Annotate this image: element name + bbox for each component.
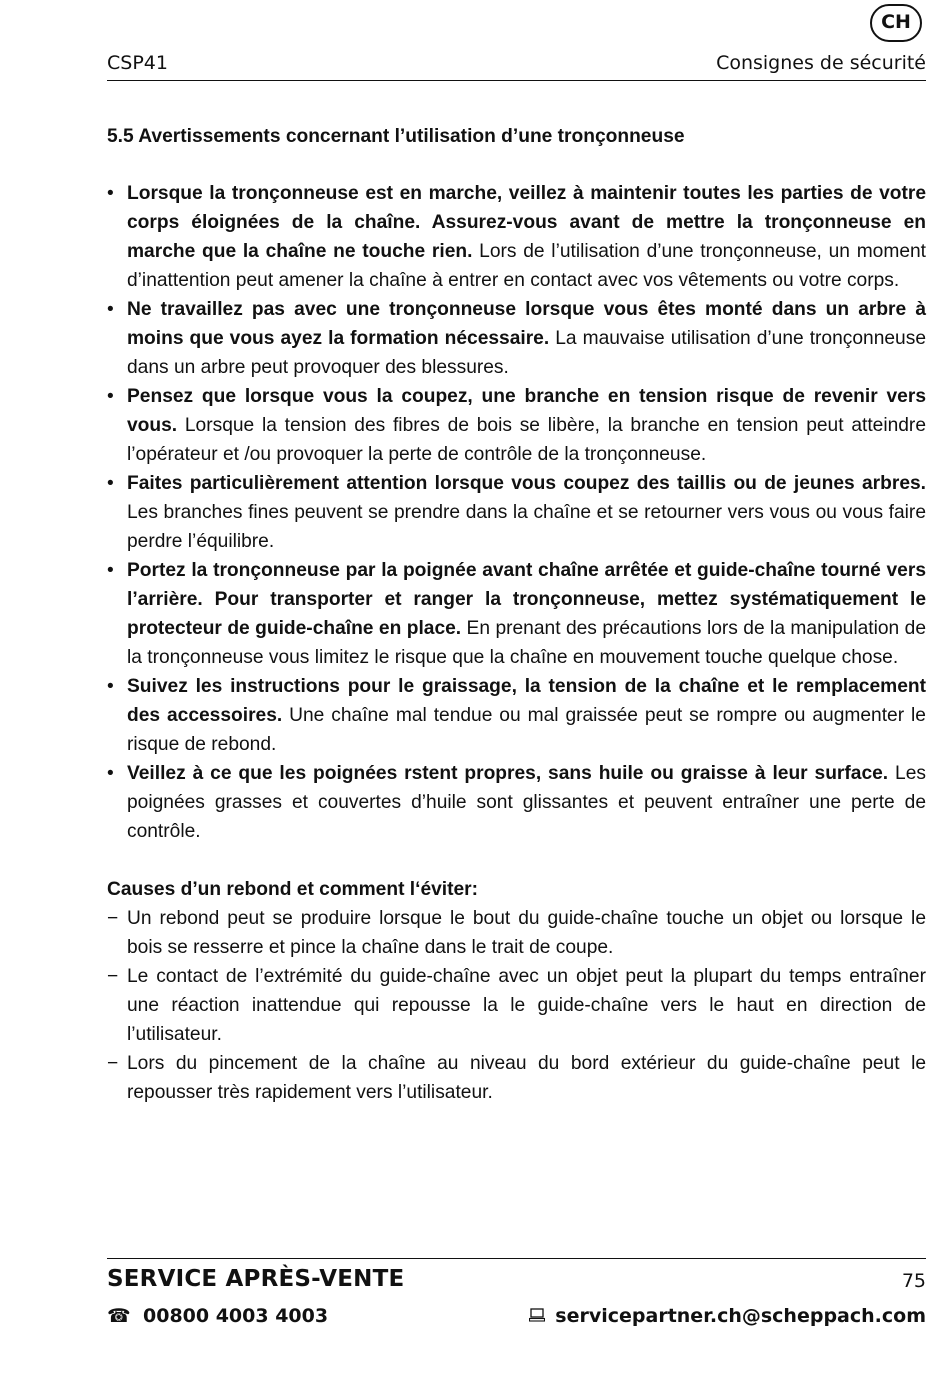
computer-icon xyxy=(529,1305,547,1327)
email-address: servicepartner.ch@scheppach.com xyxy=(555,1305,926,1327)
service-email xyxy=(529,1305,926,1327)
cause-item: − Le contact de l’extrémité du guide-chaîne avec un objet peut la plupart du temps entraîner une réaction inattendue qui repousse la le guide-chaîne vers le haut en direction de l’utilisateur. xyxy=(107,962,926,1049)
warning-bold: Lorsque la tronçonneuse est en marche, veillez à maintenir toutes les parties de votre corps éloignées de la chaîne. Assurez-vous avant de mettre la tronçonneuse en marche que la chaîne ne touche rien. xyxy=(127,183,926,262)
warning-item xyxy=(107,179,926,295)
warning-text: Les poignées grasses et couvertes d’huile sont glissantes et peuvent entraîner une perte de contrôle. xyxy=(127,763,926,842)
header-divider xyxy=(107,80,926,81)
warning-item xyxy=(107,672,926,759)
model-name: CSP41 xyxy=(107,52,168,74)
causes-list xyxy=(107,904,926,1107)
warning-text: Lors de l’utilisation d’une tronçonneuse, un moment d’inattention peut amener la chaîne à entrer en contact avec vos vêtements ou votre corps. xyxy=(127,241,927,291)
warning-bold: Faites particulièrement attention lorsque vous coupez des taillis ou de jeunes arbres. xyxy=(127,473,926,494)
warning-bold: Portez la tronçonneuse par la poignée avant chaîne arrêtée et guide-chaîne tourné vers l’arrière. Pour transporter et ranger la tronçonneuse, mettez systématiquement le protecteur de guide-chaîne en place. xyxy=(127,560,926,639)
footer-divider xyxy=(107,1258,926,1259)
causes-title: Causes d’un rebond et comment l‘éviter: xyxy=(107,879,479,900)
page-number: 75 xyxy=(901,1270,926,1292)
warning-item xyxy=(107,295,926,382)
warning-item xyxy=(107,469,926,556)
warning-bold: Pensez que lorsque vous la coupez, une branche en tension risque de revenir vers vous. xyxy=(127,386,926,436)
warning-item xyxy=(107,382,926,469)
warning-item xyxy=(107,759,926,846)
warning-text: Les branches fines peuvent se prendre dans la chaîne et se retourner vers vous ou vous faire perdre l’équilibre. xyxy=(127,502,926,552)
computer-icon-svg xyxy=(529,1308,545,1322)
warning-item xyxy=(107,556,926,672)
cause-item: − Lors du pincement de la chaîne au niveau du bord extérieur du guide-chaîne peut le repousser très rapidement vers l’utilisateur. xyxy=(107,1049,926,1107)
warning-bold: Ne travaillez pas avec une tronçonneuse lorsque vous êtes monté dans un arbre à moins que vous ayez la formation nécessaire. xyxy=(127,299,926,349)
warning-text: En prenant des précautions lors de la manipulation de la tronçonneuse vous limitez le risque que la chaîne en mouvement touche quelque chose. xyxy=(127,618,926,668)
warning-text: Une chaîne mal tendue ou mal graissée peut se rompre ou augmenter le risque de rebond. xyxy=(127,705,926,755)
warning-bold: Suivez les instructions pour le graissage, la tension de la chaîne et le remplacement des accessoires. xyxy=(127,676,926,726)
section-name: Consignes de sécurité xyxy=(716,52,926,74)
country-badge: CH xyxy=(870,4,922,42)
phone-number: 00800 4003 4003 xyxy=(143,1305,329,1327)
service-title: SERVICE APRÈS-VENTE xyxy=(107,1266,405,1292)
warning-text: La mauvaise utilisation d’une tronçonneuse dans un arbre peut provoquer des blessures. xyxy=(127,328,926,378)
warning-bold: Veillez à ce que les poignées rstent propres, sans huile ou graisse à leur surface. xyxy=(127,763,889,784)
cause-item: − Un rebond peut se produire lorsque le bout du guide-chaîne touche un objet ou lorsque le bois se resserre et pince la chaîne dans le trait de coupe. xyxy=(107,904,926,962)
warning-list xyxy=(107,179,926,846)
service-phone xyxy=(107,1305,328,1327)
phone-icon: ☎ xyxy=(107,1305,131,1327)
warning-text: Lorsque la tension des fibres de bois se libère, la branche en tension peut atteindre l’opérateur et /ou provoquer la perte de contrôle de la tronçonneuse. xyxy=(127,415,926,465)
main-content xyxy=(107,122,926,1107)
section-title: 5.5 Avertissements concernant l’utilisation d’une tronçonneuse xyxy=(107,126,685,147)
